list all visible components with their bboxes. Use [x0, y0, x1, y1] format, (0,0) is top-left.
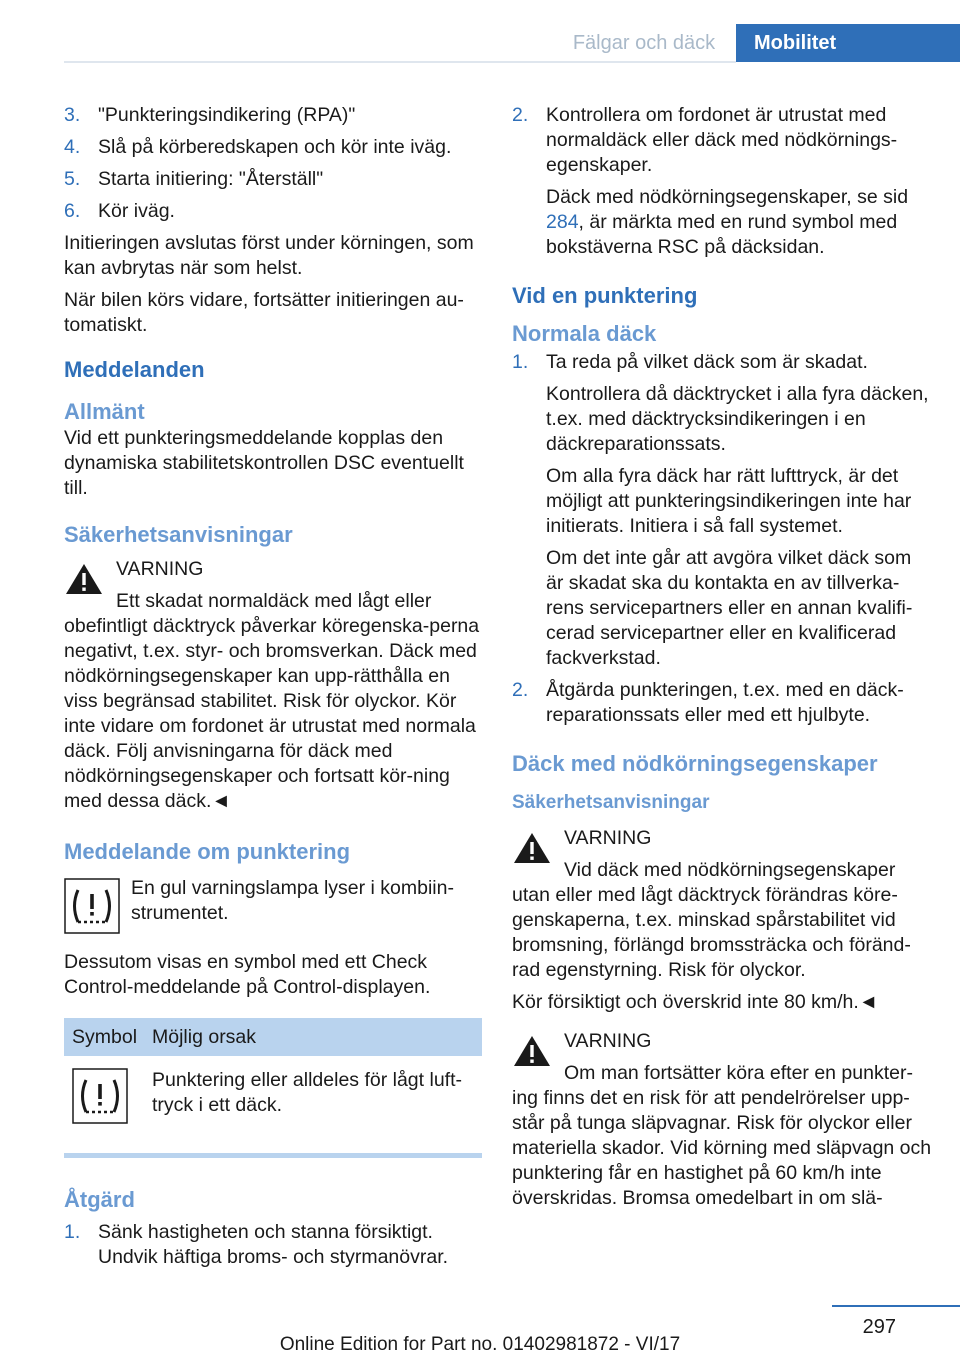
warning-first-line: Ett skadat normaldäck med lågt eller — [116, 590, 432, 612]
list-number: 3. — [64, 104, 81, 126]
warning-title: VARNING — [564, 1030, 652, 1052]
table-row — [64, 1056, 482, 1143]
text-fragment: , är märkta med en rund symbol med bokstäverna RSC på däcksidan. — [546, 211, 898, 258]
header-rule — [64, 61, 736, 63]
paragraph: När bilen körs vidare, fortsätter initieringen au-tomatiskt. — [64, 289, 464, 336]
list-item — [512, 350, 932, 375]
list-item — [64, 1220, 482, 1270]
list-item — [64, 199, 482, 224]
list-text: Åtgärda punkteringen, t.ex. med en däck-reparationssats eller med ett hjulbyte. — [546, 679, 904, 726]
table-cell-symbol — [64, 1056, 144, 1143]
table-header-symbol: Symbol — [64, 1018, 144, 1056]
warning-lamp-block — [64, 876, 482, 936]
tire-pressure-warning-icon — [72, 1068, 128, 1124]
warning-first-line: Vid däck med nödkörningsegenskaper — [564, 859, 896, 881]
heading-meddelande-punktering: Meddelande om punktering — [64, 839, 351, 864]
list-text: Ta reda på vilket däck som är skadat. — [546, 351, 868, 373]
right-column — [512, 103, 932, 1218]
list-item — [64, 135, 482, 160]
list-number: 2. — [512, 104, 529, 126]
warning-triangle-icon — [512, 1033, 552, 1069]
list-number: 6. — [64, 200, 81, 222]
paragraph: Vid ett punkteringsmeddelande kopplas den dynamiska stabilitetskontrollen DSC eventuellt till. — [64, 427, 464, 499]
left-column — [64, 103, 482, 1277]
text-fragment: Däck med nödkörningsegenskaper, se sid — [546, 186, 909, 208]
paragraph: Dessutom visas en symbol med ett Check Control-meddelande på Control-displayen. — [64, 951, 431, 998]
warning-text: Kör försiktigt och överskrid inte 80 km/h.◄ — [512, 991, 879, 1013]
footer-rule — [832, 1305, 960, 1307]
list-text: Slå på körberedskapen och kör inte iväg. — [98, 136, 452, 158]
list-subparagraph: Om alla fyra däck har rätt lufttryck, är det möjligt att punkteringsindikeringen inte har initierats. Initiera i så fall systemet. — [546, 465, 912, 537]
warning-first-line: Om man fortsätter köra efter en punkter- — [564, 1062, 913, 1084]
list-number: 1. — [64, 1221, 81, 1243]
table-bottom-rule — [64, 1153, 482, 1158]
list-text: Sänk hastigheten och stanna försiktigt. Undvik häftiga broms- och styrmanövrar. — [98, 1221, 449, 1268]
heading-allmant: Allmänt — [64, 399, 145, 424]
heading-nodkorningsdack: Däck med nödkörningsegenskaper — [512, 751, 878, 776]
list-subparagraph — [512, 185, 932, 260]
heading-vid-en-punktering: Vid en punktering — [512, 283, 698, 308]
warning-triangle-icon — [64, 561, 104, 597]
warning-block — [64, 557, 482, 614]
chapter-tab: Mobilitet — [736, 24, 960, 62]
warning-block — [512, 1029, 932, 1086]
list-number: 1. — [512, 351, 529, 373]
tire-pressure-warning-icon — [64, 878, 120, 934]
heading-sakerhetsanvisningar: Säkerhetsanvisningar — [512, 792, 710, 813]
page-reference-link[interactable]: 284 — [546, 211, 579, 233]
warning-triangle-icon — [512, 830, 552, 866]
list-text: Kör iväg. — [98, 200, 175, 222]
list-text: Kontrollera om fordonet är utrustat med normaldäck eller däck med nödkörnings-egenskaper. — [546, 104, 898, 176]
list-number: 4. — [64, 136, 81, 158]
heading-atgard: Åtgärd — [64, 1187, 135, 1212]
warning-lamp-text: En gul varningslampa lyser i kombiin-strumentet. — [131, 877, 454, 924]
warning-block — [512, 826, 932, 883]
warning-text: ing finns det en risk för att pendelrörelser upp-står på tunga släpvagnar. Risk för olyckor eller materiella skador. Vid körning med släpvagn och punktering får en hastighet på 60 km/h inte överskridas. Bromsa omedelbart in om slä- — [512, 1087, 932, 1209]
table-cell-cause: Punktering eller alldeles för lågt luft-tryck i ett däck. — [152, 1069, 462, 1116]
list-number: 2. — [512, 679, 529, 701]
warning-text: utan eller med lågt däcktryck förändras köre-genskaperna, t.ex. minskad spårstabilitet vid bromsning, förlängd bromssträcka och föränd-rad egenstyrning. Risk för olyckor. — [512, 884, 911, 981]
list-item — [64, 167, 482, 192]
paragraph: Initieringen avslutas först under körningen, som kan avbrytas när som helst. — [64, 232, 474, 279]
warning-title: VARNING — [116, 558, 204, 580]
list-subparagraph: Om det inte går att avgöra vilket däck som är skadat ska du kontakta en av tillverka-rens servicepartners eller en annan kvalifi-cerad servicepartner eller en kvalificerad fackverkstad. — [546, 547, 913, 669]
warning-title: VARNING — [564, 827, 652, 849]
table-header-row — [64, 1018, 482, 1056]
section-title: Fälgar och däck — [572, 32, 716, 54]
edition-footer: Online Edition for Part no. 01402981872 - VI/17 — [279, 1334, 681, 1355]
warning-text: obefintligt däcktryck påverkar köregenska-perna negativt, t.ex. styr- och bromsverkan. Däck med nödkörningsegenskaper kan upp-rätthålla en viss begränsad stabilitet. Risk för olyckor. Kör inte vidare om fordonet är utrustat med normala däck. Följ anvisningarna för däck med nödkörningsegenskaper och fortsatt kör-ning med dessa däck.◄ — [64, 615, 480, 812]
heading-meddelanden: Meddelanden — [64, 357, 205, 382]
list-text: Starta initiering: "Återställ" — [98, 168, 324, 190]
heading-normala-dack: Normala däck — [512, 321, 657, 346]
heading-sakerhetsanvisningar: Säkerhetsanvisningar — [64, 522, 293, 547]
table-header-cause: Möjlig orsak — [144, 1018, 482, 1056]
list-item — [512, 103, 932, 178]
list-item — [512, 678, 932, 728]
list-text: "Punkteringsindikering (RPA)" — [98, 104, 356, 126]
symbol-table — [64, 1018, 482, 1143]
list-number: 5. — [64, 168, 81, 190]
list-item — [64, 103, 482, 128]
page-number: 297 — [862, 1316, 896, 1338]
list-subparagraph: Kontrollera då däcktrycket i alla fyra däcken, t.ex. med däcktrycksindikeringen i en däckreparationssats. — [546, 383, 929, 455]
page-header — [0, 0, 960, 62]
